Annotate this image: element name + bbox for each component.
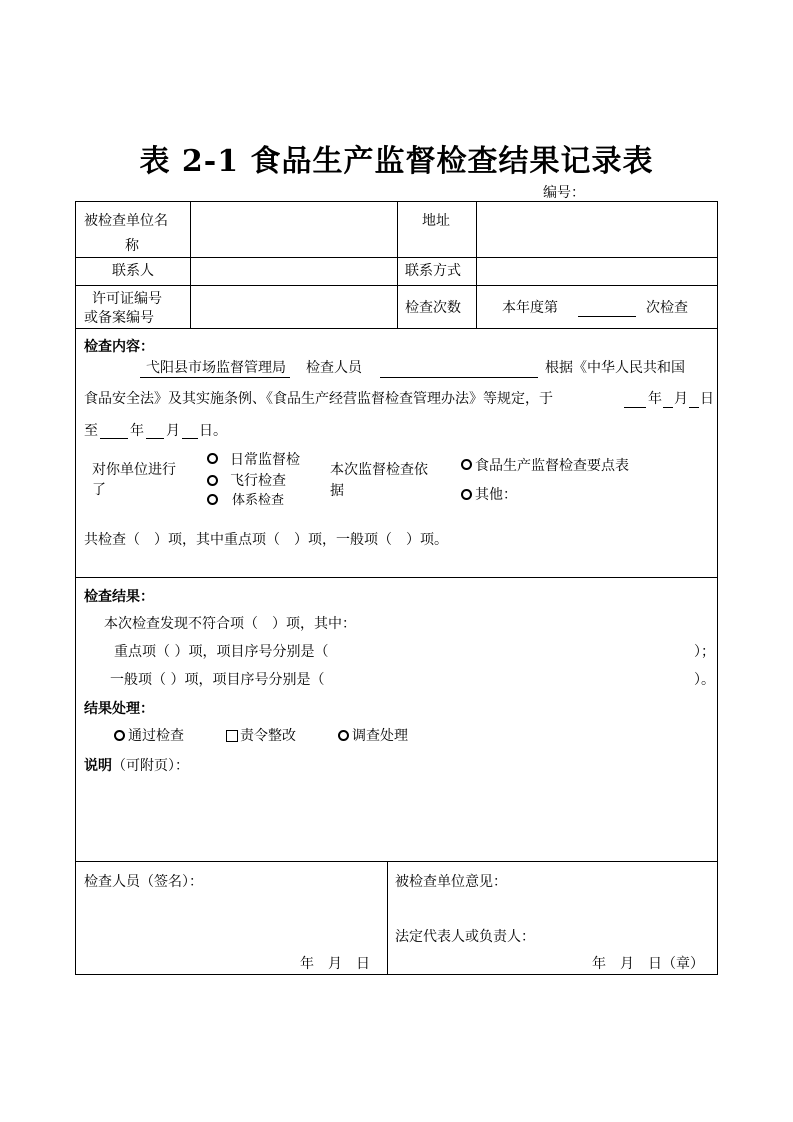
- basis-label-cont: 据: [330, 483, 344, 499]
- basis-text: 根据《中华人民共和国: [545, 360, 685, 376]
- inspection-count-label: 检查次数: [405, 300, 461, 316]
- radio-selected-icon[interactable]: [207, 475, 218, 486]
- table-border-left: [75, 201, 76, 975]
- month-blank: [663, 407, 673, 408]
- checkbox-icon[interactable]: [226, 730, 238, 742]
- inspector-label: 检查人员: [306, 360, 362, 376]
- basis-option-other: 其他：: [475, 487, 517, 503]
- end-year-blank: [100, 438, 128, 439]
- address-label: 地址: [422, 213, 450, 229]
- basis-label: 本次监督检查依: [330, 462, 428, 478]
- unit-name-label: 被检查单位名: [84, 213, 168, 229]
- contact-person-label: 联系人: [112, 263, 154, 279]
- type-option-system: 体系检查: [232, 493, 285, 508]
- nonconformity-line: 本次检查发现不符合项（ ）项，其中：: [104, 616, 356, 632]
- conducted-label-cont: 了: [92, 482, 106, 498]
- note-text: 说明（可附页）：: [84, 758, 189, 774]
- end-day-label: 日。: [199, 423, 227, 439]
- count-suffix: 次检查: [646, 300, 688, 316]
- section-divider: [75, 861, 718, 862]
- result-heading: 检查结果：: [84, 589, 154, 605]
- unit-name-label-cont: 称: [125, 238, 139, 254]
- column-divider: [387, 861, 388, 974]
- to-label: 至: [84, 423, 98, 439]
- row-divider: [75, 328, 718, 329]
- inspection-summary: 共检查（ ）项，其中重点项（ ）项，一般项（ ）项。: [84, 532, 448, 548]
- general-items-end: ）。: [694, 672, 715, 688]
- legal-representative-label: 法定代表人或负责人：: [395, 929, 535, 945]
- date-right: 年 月 日（章）: [592, 956, 704, 972]
- conducted-label: 对你单位进行: [92, 462, 176, 478]
- end-year-label: 年: [130, 423, 144, 439]
- day-blank: [689, 407, 699, 408]
- agency-name: 弋阳县市场监督管理局: [146, 360, 286, 376]
- key-items-end: ）；: [694, 644, 715, 660]
- column-divider: [397, 201, 398, 328]
- end-month-label: 月: [166, 423, 180, 439]
- handling-option-rectify: 责令整改: [240, 728, 296, 744]
- type-option-daily: 日常监督检: [230, 452, 300, 468]
- count-prefix: 本年度第: [502, 300, 558, 316]
- table-border-bottom: [75, 974, 718, 975]
- radio-selected-icon[interactable]: [114, 730, 125, 741]
- content-heading: 检查内容：: [84, 339, 154, 355]
- license-label: 许可证编号: [92, 291, 162, 307]
- agency-underline: [140, 377, 290, 378]
- end-month-blank: [146, 438, 164, 439]
- table-border-right: [717, 201, 718, 975]
- year-label: 年: [648, 391, 662, 407]
- contact-method-label: 联系方式: [405, 263, 461, 279]
- basis-option-table: 食品生产监督检查要点表: [475, 458, 629, 474]
- year-blank: [624, 407, 646, 408]
- date-left: 年 月 日: [300, 956, 370, 972]
- handling-heading: 结果处理：: [84, 701, 154, 717]
- column-divider: [190, 201, 191, 328]
- radio-selected-icon[interactable]: [207, 494, 218, 505]
- type-option-flight: 飞行检查: [230, 473, 286, 489]
- month-label: 月: [674, 391, 688, 407]
- page-title: 表 2-1 食品生产监督检查结果记录表: [139, 144, 654, 179]
- day-label: 日: [700, 391, 714, 407]
- count-blank: [578, 316, 636, 317]
- handling-option-pass: 通过检查: [128, 728, 184, 744]
- inspector-blank: [380, 377, 538, 378]
- radio-selected-icon[interactable]: [461, 459, 472, 470]
- section-divider: [75, 577, 718, 578]
- column-divider: [476, 201, 477, 328]
- key-items-line: 重点项（ ）项，项目序号分别是（: [114, 644, 329, 660]
- serial-number-label: 编号：: [543, 185, 585, 201]
- radio-selected-icon[interactable]: [338, 730, 349, 741]
- unit-opinion-label: 被检查单位意见：: [395, 874, 507, 890]
- general-items-line: 一般项（ ）项，项目序号分别是（: [110, 672, 325, 688]
- inspector-signature-label: 检查人员（签名）：: [84, 874, 203, 890]
- handling-option-investigate: 调查处理: [352, 728, 408, 744]
- radio-selected-icon[interactable]: [461, 489, 472, 500]
- license-label-cont: 或备案编号: [84, 310, 154, 326]
- basis-text-cont: 食品安全法》及其实施条例、《食品生产经营监督检查管理办法》等规定，于: [84, 391, 553, 407]
- radio-selected-icon[interactable]: [207, 453, 218, 464]
- end-day-blank: [182, 438, 198, 439]
